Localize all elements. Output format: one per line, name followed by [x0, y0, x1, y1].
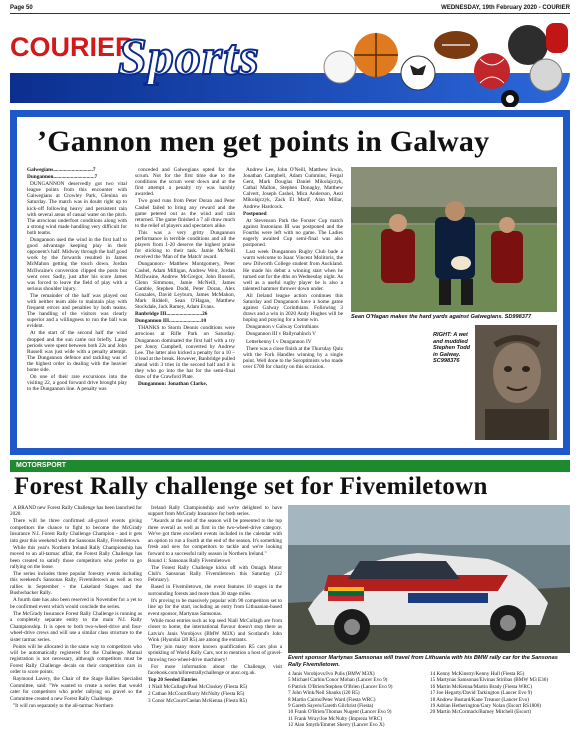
sports-balls-illustration: [310, 15, 570, 107]
paragraph: Dungannon: Jonathan Clarke,: [138, 381, 208, 388]
page-number: Page 50: [10, 4, 33, 11]
paragraph: Ireland Rally Championship and we're delighted to have support from McGrady Insurance for both series.: [148, 505, 282, 518]
fixture: Letterkenny I v Dungannon IV: [246, 338, 312, 345]
paragraph: The series includes three popular forestry events including this weekend's Sansonas Rally, Fivemiletown as well as two rallies in September - the Lakeland Stages and the Bushwhacker Rally.: [10, 571, 142, 597]
gaa-photo-caption: Sean O'Hagan makes the hard yards against Galwegians. SD998377: [351, 314, 532, 320]
subheading: Postponed: [243, 210, 267, 217]
entry: 12 Alan Smyth/Emmet Sherry (Lancer Evo X): [288, 722, 385, 729]
gaa-headline: ’Gannon men get points in Galway: [37, 125, 490, 158]
paragraph: All Ireland league action continues this Saturday and Dungannon have a home game against Galway Corinthians. Following 3 draws and a win in 2020 Andy Hughes will be hoping and praying for a home win.: [243, 292, 343, 324]
entry: 6 Patrick O'Brien/Stephen O'Brien (Lancer Evo 9): [288, 683, 393, 690]
issue-date: WEDNESDAY, 19th February 2020 - COURIER: [441, 4, 570, 11]
page-header: [10, 2, 570, 14]
entry: 17 Joe Hegarty/David Tarkington (Lancer Evo 9): [430, 690, 533, 697]
section-bar: [10, 460, 570, 472]
entry-list-b: [430, 671, 570, 735]
score-line: Banbridge III...........................26: [135, 311, 208, 318]
paragraph: For more information about the Challenge, visit facebook.com/niforestrallychallenge or ansc.org.uk.: [148, 663, 282, 677]
rally-car-photo: [288, 505, 570, 653]
entry: 7 John Wink/Neil Shanks (i20 R5): [288, 690, 360, 697]
paragraph: They join many more known qualification R5 cars plus a sprinkling of World Rally Cars, not to mention a host of gravel-throwing two-wheel-drive machinery!: [148, 644, 282, 663]
paragraph: "It will run separately to the all-tarmac Northern: [13, 702, 114, 709]
score-line: Dungannon III........................10: [135, 318, 207, 325]
entry: 18 Andrew Bustard/Kane Treanor (Lancer Evo): [430, 696, 529, 703]
entry: 9 Gareth Sayers/Gareth Gilchrist (Fiesta): [288, 703, 374, 710]
score-line: Galwegians..............................7: [27, 167, 96, 173]
muddy-player-photo: [475, 325, 557, 440]
paragraph: There will be three confirmed all-gravel events giving competitors the chance to fight to become the McGrady Insurance N.I. Forest Rally Challenge Champion - and it gets into gear this weekend with the Sansonas Rally, Fivemiletown.: [10, 518, 142, 544]
entry: 15 Martynas Samsonas/Eivinas Stiribas (BMW M3 E36): [430, 677, 549, 684]
subheading: Top 20 Seeded Entries: [148, 677, 198, 684]
entry: 4 Janis Vorobjovs/Ivo Pulis (BMW M3X): [288, 671, 375, 677]
entry: 19 Adrian Hetherington/Gary Nolan (Escort RS1800): [430, 703, 542, 710]
gaa-column-3: [243, 167, 343, 442]
entry: 5 Michael Carbin/Conor Mohan (Lancer Evo 9): [288, 677, 388, 684]
team-list: Dungannon:- Matthew Montgomery, Peter Cashel, Adam Milligan, Andrew Weir, Jordan McIlwaine, Andrew McGregor, John Russell, Glenn Simmons, Jamie McNeill, James Gamble, Stephen Dodd, Peter Doran, Alex Gonzales, David Leyburn, James McMahon, Mark Riddell, Sean O'Hagan, Matthew Stockdale, Jack Ramey, Adam Evans.: [135, 261, 235, 311]
paragraph: Points will be allocated in the same way to competitors who will be automatically registered for the Challenge. Mutual registration is not necessary, although competitors must be Forest Rally Challenge decals on their competition cars in order to score points.: [10, 643, 142, 676]
entry: 1 Niall McCullagh/Paul McCloskey (Fiesta R5): [148, 684, 248, 691]
sports-logo: Sports: [118, 29, 260, 86]
gaa-story-frame: [10, 110, 570, 455]
paragraph: While most entries such as top seed Niall McCullagh are from closer to home, the international flavour doesn't stop there as Latvia's Janis Vorobjovs (BMW M3X) and Scotland's John Wink (Hyundai i20 R5) are among the entrants.: [148, 617, 282, 644]
rally-headline: Forest Rally challenge set for Fivemiletown: [14, 473, 488, 500]
entry-list-a: [288, 671, 428, 735]
entry: 3 Conor McCourt/Caelan McKenna (Fiesta R5): [148, 698, 247, 705]
paragraph: This was a very gritty Dungannon performance in terrible conditions and all the players from 1-20 deserve the highest praise for sticking to their task. Jamie McNeill received the 'Man of the Match' award.: [135, 229, 235, 261]
paragraph: It's proving to be massively popular with 90 competitors set to line up for the start, including an entry from Lithuanian-based event sponsor, Martynas Samsonas.: [148, 597, 282, 617]
section-label: MOTORSPORT: [16, 462, 67, 469]
fixture: Dungannon v Galway Corinthians: [246, 324, 319, 331]
paragraph: A fourth date has also been reserved in November for a yet to be confirmed event which would conclude the series.: [10, 597, 142, 610]
paragraph: THANKS to Storm Dennis conditions were atrocious at Rifle Park on Saturday. Dungannon dominated the first half with a try per Jonny Campbell, converted by Andrew Lee. The latter also kicked a penalty for a 10 – 0 lead at the break. However, Banbridge pulled ahead with 3 tries in the second half and it is they who go into the hat for the semi-final draw of the Crawford Plate.: [135, 325, 235, 381]
paragraph: While this year's Northern Ireland Rally Championship has moved to an all-tarmac affair, the Forest Rally Challenge has been created to satisfy those competitors who prefer to go rallying on the loose.: [10, 544, 142, 571]
paragraph: DUNGANNON deservedly got two vital league points from this encounter with Galwegians at Crowley Park, Glenina on Saturday. The match was in doubt right up to kick-off following heavy and persistent rain with several areas of casual water on the pitch. The atrocious underfoot conditions along with a strong wind made handling very difficult for both teams.: [27, 181, 127, 236]
fixture: Dungannon III v Ballynahinch V: [246, 331, 316, 338]
paragraph: The Forest Rally Challenge kicks off with Omagh Motor Club's Sansonas Rally Fivemiletown this Saturday (22 February).: [148, 564, 282, 584]
paragraph: A BRAND new Forest Rally Challenge has been launched for 2020.: [10, 505, 142, 518]
entry: 20 Martin McCormack/Barney Mitchell (Escort): [430, 709, 532, 716]
paragraph: Based in Fivemiletown, the event features 10 stages in the surrounding forests and more than 30 stage miles.: [148, 584, 282, 597]
entry: 8 Martin Cairns/Peter Ward (Fiesta WRC): [288, 696, 376, 703]
rugby-action-photo: [351, 167, 557, 312]
paragraph: Raymond Lavery, the Chair of the Stage Rallies Specialist Committee, said: "We wanted to create a series that would cater for competitors who prefer rallying on gravel so the Committee created a new Forest Rally Challenge.: [10, 676, 142, 702]
courier-logo: COURIER: [10, 32, 135, 62]
gaa-column-1: [27, 167, 127, 442]
entry: 16 Martin McKenna/Martin Brady (Fiesta WRC): [430, 683, 533, 690]
entry: 2 Cathan McCourt/Barry McNulty (Fiesta R5): [148, 691, 245, 698]
entry: 10 Frank O'Brien/Thomas Nugent (Lancer Evo 9): [288, 709, 392, 716]
paragraph: At Stevenson Park the Forster Cup match against Instonians III was postponed and the Fourths were left with no game. The Ladies eagerly awaited Cup semi-final was also postponed.: [243, 217, 343, 249]
gaa-column-2: [135, 167, 235, 442]
subheading: Round 1: Sansonas Rally Fivemiletown: [148, 557, 231, 564]
paragraph: conceded and Galwegians opted for the scrum. Not for the first time due to the conditions the scrum went down and at the first attempt a penalty try was harshly awarded.: [135, 167, 235, 198]
rally-photo-caption: Event sponsor Martynas Samsonas will travel from Lithuania with his BMW rally car for the Sansonas Rally Fivemiletown.: [288, 655, 558, 668]
sports-masthead: [10, 15, 570, 107]
paragraph: On one of their rare excursions into the visiting 22, a good forward drive brought play to the Dungannon line. A penalty was: [27, 374, 127, 393]
paragraph: At the start of the second half the wind dropped and the sun came out briefly. Large periods were spent between both 22s and John Russell was just wide with a penalty attempt. The Dungannon defence and tackling was of the highest order in dealing with the heavier home side.: [27, 330, 127, 373]
team-list: Andrew Lee, John O'Neill, Matthew Irwin, Jonathan Campbell, Adam Cummins, Fergal Gent, Mark Douglas Daniel Mikolajczyk, Cathal Mallon, Stephen Donaghy, Matthew Calvert, Joseph Cashel, Mica Anderson, Aezi Mikolajczyk, Zack El Marif, Alan Millar, Andrew Hardcock.: [243, 167, 343, 210]
paragraph: Last week Dungannon Rugby Club bade a warm welcome to Isaac Vincent Molitoris, the new Dilworth College student from Auckland. He made his debut a winning start when he turned out for the 4ths on Wednesday night. As well as a useful rugby player he is also a talented hammer thrower down under.: [243, 249, 343, 292]
paragraph: "Awards at the end of the season will be presented to the top three overall as well as first in the two-wheel-drive category. We've got three excellent events included in the calendar with an option to run a fourth at the end of the season. It's something fresh and new for competitors to tackle and we're looking forward to a successful rally season in Northern Ireland.": [148, 518, 282, 557]
paragraph: Dungannon used the wind in the first half to good advantage keeping play in their opponent's half. Midway through the half good work by the forwards resulted in James McMahon getting the touch down. Jordan McIlwaine's conversion clipped the posts but went over. Sadly, just after his score James was forced to leave the field of play with a serious shoulder injury.: [27, 237, 127, 292]
paragraph: There was a close finish at the Thursday Quiz with the Fork Handles winning by a single point. Well done to the Soroptimists who made over £700 for charity on this occasion.: [243, 345, 343, 370]
rally-column-2: [148, 505, 282, 730]
paragraph: The remainder of the half was played out with neither team able to maintain play with frequent errors and penalties by both teams. The handling of the visitors was clearly superior and a willingness to run the ball was evident.: [27, 292, 127, 330]
entry: 11 Frank Wray/Joe McNulty (Impreza WRC): [288, 715, 383, 722]
paragraph: The McGrady Insurance Forest Rally Challenge is running as a completely separate entity to the main N.I. Rally Championship. It is open to both two-wheel-drive and four-wheel-drive crews and will use a similar class structure to the sister tarmac series.: [10, 610, 142, 643]
paragraph: Two good runs from Peter Doran and Peter Cashel failed to bring any reward and the game petered out as the wind and rain returned. The game finished a 7 all draw much to the relief of players and spectators alike.: [135, 198, 235, 229]
rally-column-1: [10, 505, 142, 730]
entry: 14 Kenny McKinstry/Kenny Hull (Fiesta R5): [430, 671, 525, 677]
score-line: Dungannon...............................7: [27, 174, 98, 181]
gaa-side-caption: RIGHT: A wet and muddied Stephen Todd in Galway. SC998376: [433, 332, 471, 365]
